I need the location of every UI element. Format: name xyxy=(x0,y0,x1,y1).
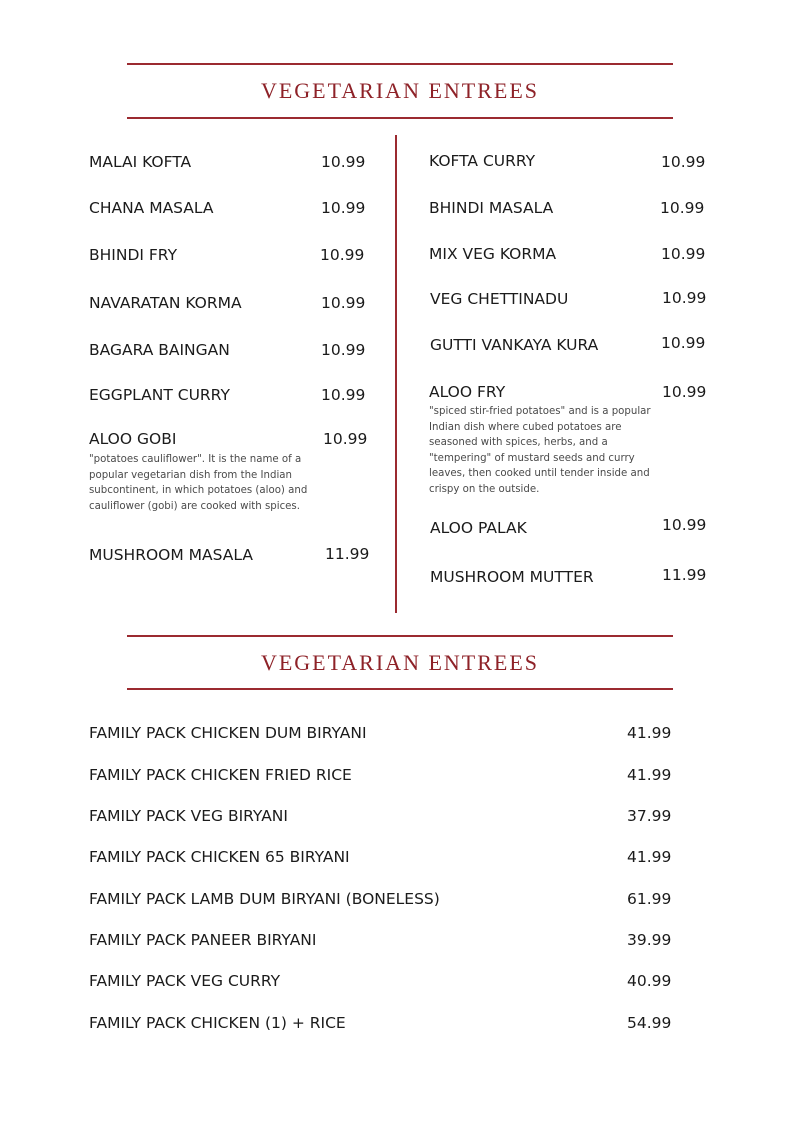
menu-item-price: 10.99 xyxy=(662,516,707,534)
menu-item-price: 10.99 xyxy=(320,246,365,264)
menu-item-name: FAMILY PACK LAMB DUM BIRYANI (BONELESS) xyxy=(89,890,440,908)
menu-item-name: KOFTA CURRY xyxy=(429,152,536,170)
menu-item-name: VEG CHETTINADU xyxy=(430,290,569,308)
menu-item-name: FAMILY PACK CHICKEN DUM BIRYANI xyxy=(89,724,367,742)
menu-item-name: EGGPLANT CURRY xyxy=(89,386,230,404)
section2-bottom-rule xyxy=(127,688,673,690)
menu-item-price: 37.99 xyxy=(627,807,672,825)
section2-title: VEGETARIAN ENTREES xyxy=(260,650,540,675)
menu-item-price: 10.99 xyxy=(321,386,366,404)
menu-item-name: GUTTI VANKAYA KURA xyxy=(430,336,599,354)
menu-item-name: BHINDI MASALA xyxy=(429,199,554,217)
menu-item-price: 54.99 xyxy=(627,1014,672,1032)
menu-item-price: 39.99 xyxy=(627,931,672,949)
menu-item-price: 10.99 xyxy=(660,199,705,217)
section2-top-rule xyxy=(127,635,673,637)
menu-item-price: 10.99 xyxy=(662,383,707,401)
menu-item-name: MUSHROOM MASALA xyxy=(89,546,253,564)
menu-item-price: 10.99 xyxy=(661,334,706,352)
menu-item-name: ALOO PALAK xyxy=(430,519,527,537)
menu-item-name: ALOO FRY xyxy=(429,383,506,401)
menu-item-price: 11.99 xyxy=(662,566,707,584)
menu-item-name: NAVARATAN KORMA xyxy=(89,294,242,312)
menu-item-name: FAMILY PACK CHICKEN 65 BIRYANI xyxy=(89,848,350,866)
menu-item-name: BAGARA BAINGAN xyxy=(89,341,230,359)
menu-item-name: MUSHROOM MUTTER xyxy=(430,568,594,586)
menu-item-price: 41.99 xyxy=(627,766,672,784)
menu-item-name: ALOO GOBI xyxy=(89,430,177,448)
menu-item-name: FAMILY PACK VEG BIRYANI xyxy=(89,807,288,825)
menu-item-name: CHANA MASALA xyxy=(89,199,214,217)
menu-item-name: FAMILY PACK CHICKEN (1) + RICE xyxy=(89,1014,346,1032)
menu-item-price: 10.99 xyxy=(661,245,706,263)
column-divider xyxy=(395,135,397,613)
menu-item-price: 11.99 xyxy=(325,545,370,563)
menu-item-name: FAMILY PACK PANEER BIRYANI xyxy=(89,931,317,949)
menu-item-name: FAMILY PACK VEG CURRY xyxy=(89,972,281,990)
menu-item-name: MIX VEG KORMA xyxy=(429,245,557,263)
section1-title: VEGETARIAN ENTREES xyxy=(260,78,540,103)
menu-item-price: 40.99 xyxy=(627,972,672,990)
menu-item-description: "potatoes cauliflower". It is the name of a popular vegetarian dish from the Indian subcontinent, in which potatoes (aloo) and cauliflower (gobi) are cooked with spices. xyxy=(89,454,308,512)
menu-item-price: 10.99 xyxy=(321,199,366,217)
menu-item-description: "spiced stir-fried potatoes" and is a popular Indian dish where cubed potatoes are seasoned with spices, herbs, and a "tempering" of mustard seeds and curry leaves, then cooked until tender inside and crispy on the outside. xyxy=(429,406,651,495)
menu-item-price: 41.99 xyxy=(627,724,672,742)
menu-item-price: 10.99 xyxy=(323,430,368,448)
menu-item-name: MALAI KOFTA xyxy=(89,153,192,171)
menu-item-price: 41.99 xyxy=(627,848,672,866)
section1-bottom-rule xyxy=(127,117,673,119)
menu-item-name: BHINDI FRY xyxy=(89,246,178,264)
menu-item-price: 10.99 xyxy=(321,341,366,359)
menu-item-price: 10.99 xyxy=(321,294,366,312)
menu-item-name: FAMILY PACK CHICKEN FRIED RICE xyxy=(89,766,352,784)
menu-item-price: 10.99 xyxy=(662,289,707,307)
menu-item-price: 61.99 xyxy=(627,890,672,908)
section1-top-rule xyxy=(127,63,673,65)
menu-item-price: 10.99 xyxy=(321,153,366,171)
menu-item-price: 10.99 xyxy=(661,153,706,171)
